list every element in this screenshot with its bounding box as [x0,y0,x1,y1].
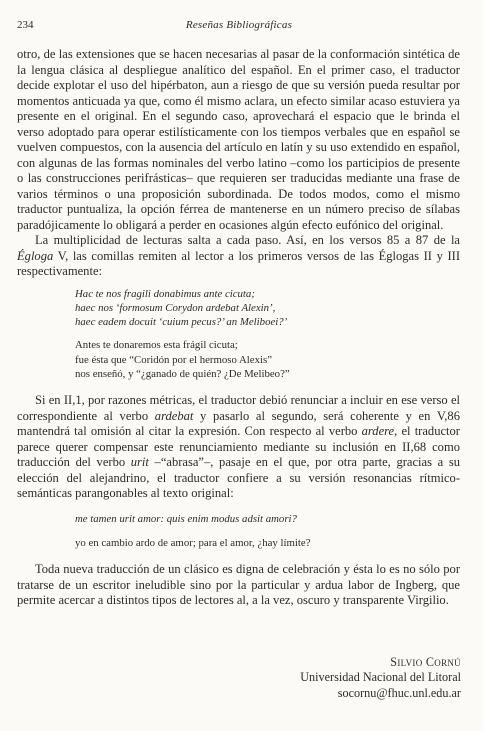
verse-line: yo en cambio ardo de amor; para el amor, ¿hay límite? [75,537,311,550]
verse-line: haec eadem docuit ‘cuium pecus?’ an Meliboei?’ [75,316,288,329]
page-number: 234 [17,19,34,31]
latin-quote [75,512,460,526]
signature [300,655,461,701]
latin-quote [75,287,460,330]
spanish-quote [75,338,460,381]
author-name: Silvio Cornú [390,655,461,669]
running-title: Reseñas Bibliográficas [185,19,293,31]
paragraph: Si en II,1, por razones métricas, el traductor debió renunciar a incluir en ese verso el correspondiente al verbo ardebat y pasarlo al segundo, será coherente y en V,86 mantendrá tal omisión al citar la expresión. Con respecto al verbo ardere, el traductor parece querer compensar este renunciamiento mediante su inclusión en II,68 como traducción del verbo urit –“abrasa”–, pasaje en el que, por otra parte, gracias a su elección del alejandrino, el traductor confiere a su versión resonancias rítmico-semánticas parangonables al texto original: [17,393,460,501]
verse-line: fue ésta que “Coridón por el hermoso Alexis” [75,353,272,366]
spanish-quote [75,536,460,550]
verse-line: Hac te nos fragili donabimus ante cicuta; [75,287,255,300]
verse-line: nos enseñó, y “¿ganado de quién? ¿De Melibeo?” [75,367,290,380]
page-header [17,19,461,35]
verse-line: Antes te donaremos esta frágil cicuta; [75,339,238,352]
verse-line: haec nos ‘formosum Corydon ardebat Alexin’, [75,301,276,314]
review-body [17,47,460,609]
author-email: socornu@fhuc.unl.edu.ar [337,685,461,700]
verse-line: me tamen urit amor: quis enim modus adsit amori? [75,512,297,525]
author-affiliation: Universidad Nacional del Litoral [300,670,461,685]
paragraph: otro, de las extensiones que se hacen necesarias al pasar de la conformación sintética de la lengua clásica al despliegue analítico del español. En el primer caso, el traductor decide explotar el uso del hipérbaton, aun a riesgo de que su versión pueda resultar por momentos anticuada ya que, como él mismo aclara, un efecto similar acaso estuviera ya presente en el original. En el segundo caso, aprovechará el espacio que le brinda el verso adoptado para operar estilísticamente con los tiempos verbales que en español se vuelven compuestos, con la ausencia del artículo en latín y su uso extendido en español, con algunas de las formas nominales del verbo latino –como los participios de presente o las construcciones perifrásticas– que requieren ser traducidas mediante una frase de varios términos o una proposición subordinada. De todos modos, como el mismo traductor puntualiza, la opción férrea de mantenerse en un número preciso de sílabas paradójicamente lo obligará a perder en ocasiones algún efecto eufónico del original. [17,47,460,232]
paragraph: La multiplicidad de lecturas salta a cada paso. Así, en los versos 85 a 87 de la Égloga V, las comillas remiten al lector a los primeros versos de las Églogas II y III respectivamente: [17,233,460,278]
paragraph: Toda nueva traducción de un clásico es digna de celebración y ésta lo es no sólo por tratarse de un escritor ineludible sino por la particular y ardua labor de Ingberg, que permite acercar a distintos tipos de lectores al, a la vez, oscuro y transparente Virgilio. [17,562,460,608]
